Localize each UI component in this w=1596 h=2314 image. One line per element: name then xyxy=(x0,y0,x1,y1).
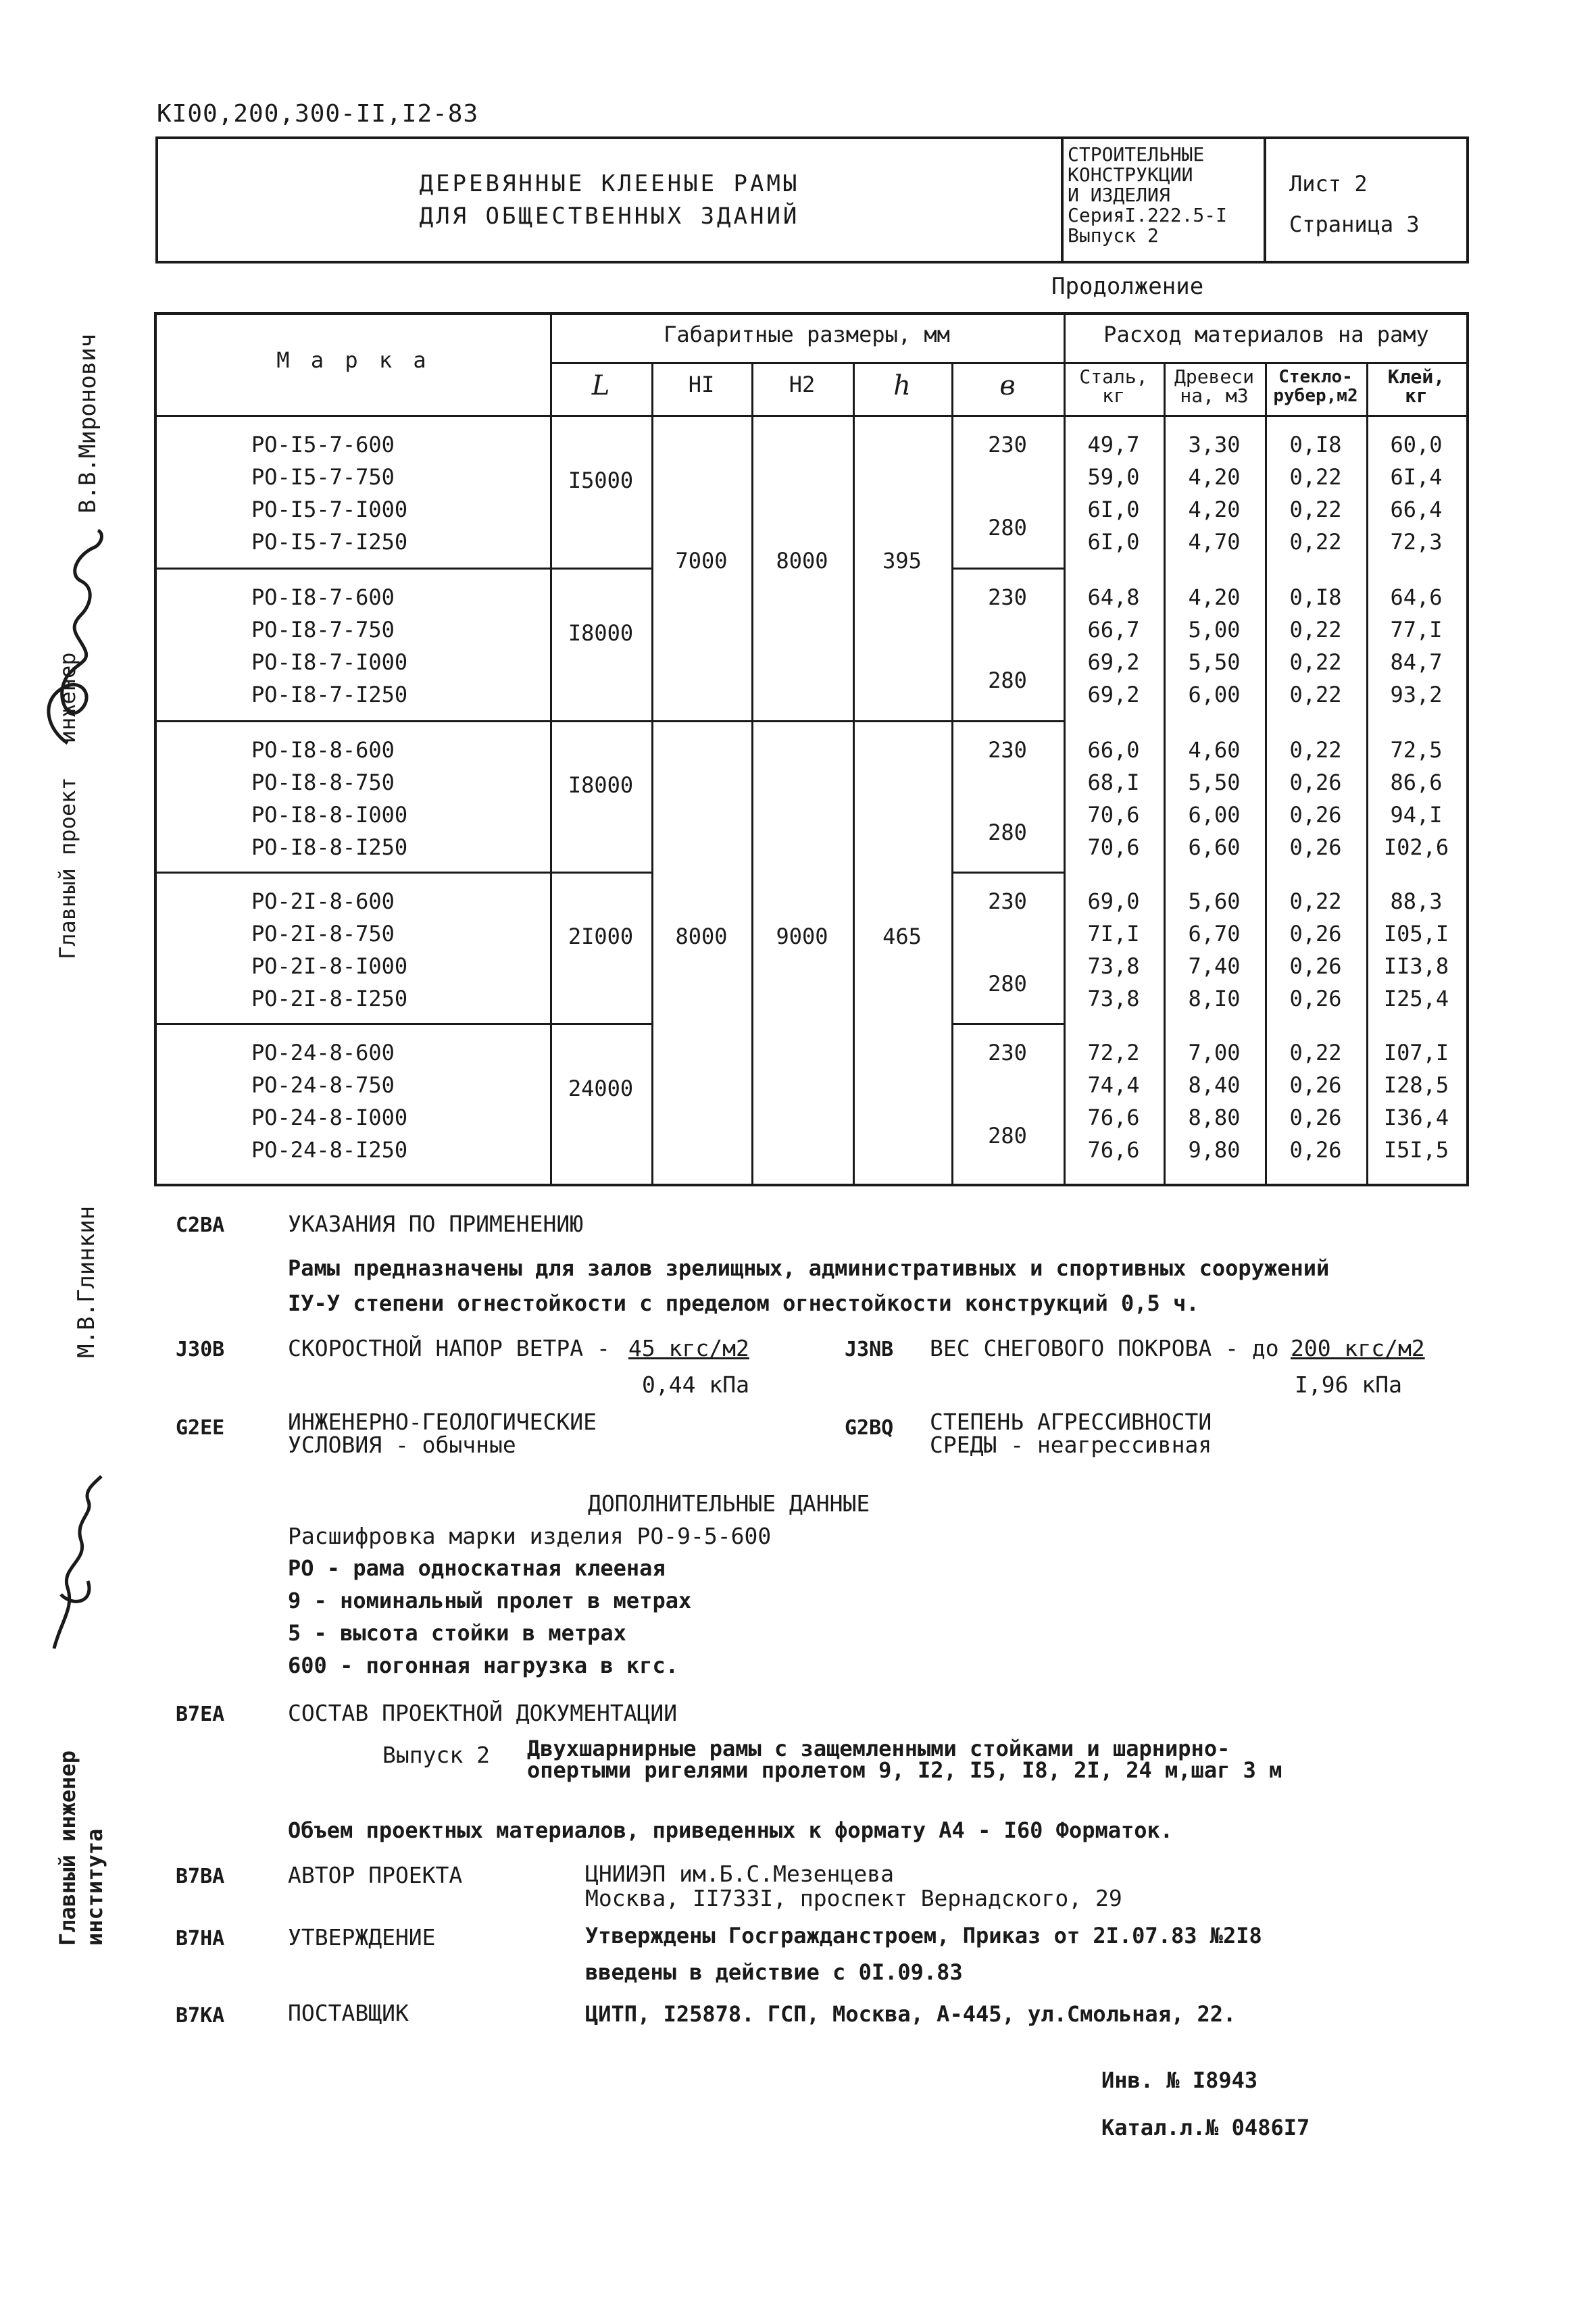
glue-kg: 86,6 xyxy=(1390,770,1443,795)
steel-kg: 73,8 xyxy=(1087,953,1140,979)
extra-data-title: ДОПОЛНИТЕЛЬНЫЕ ДАННЫЕ xyxy=(588,1490,870,1517)
author-info: ЦНИИЭП им.Б.С.Мезенцева Москва, II733I, проспект Вернадского, 29 xyxy=(585,1861,1122,1911)
frame-mark: РО-24-8-I000 xyxy=(251,1105,408,1130)
supplier-line: ЦИТП, I25878. ГСП, Москва, А-445, ул.Смольная, 22. xyxy=(585,2001,1237,2027)
frame-mark: РО-I8-7-I250 xyxy=(251,682,408,707)
wood-m3: 6,60 xyxy=(1188,834,1241,860)
group-separator-b xyxy=(951,720,1064,722)
frame-mark: РО-I8-8-600 xyxy=(251,737,395,763)
steel-kg: 6I,0 xyxy=(1087,497,1140,522)
steel-kg: 76,6 xyxy=(1087,1137,1140,1163)
series-info xyxy=(1061,139,1264,261)
continuation-label: Продолжение xyxy=(1051,273,1204,300)
frame-mark: РО-I5-7-I250 xyxy=(251,529,408,555)
wind-value: 45 кгс/м2 xyxy=(628,1335,749,1361)
frame-mark: РО-I8-8-I250 xyxy=(251,834,408,860)
glue-kg: I02,6 xyxy=(1383,834,1449,860)
frame-mark: РО-24-8-750 xyxy=(251,1072,395,1098)
materials-table xyxy=(154,312,1469,1186)
steel-kg: 72,2 xyxy=(1087,1040,1140,1065)
signature-glinkin xyxy=(34,1473,115,1655)
usage-line-1: Рамы предназначены для залов зрелищных, административных и спортивных сооружений xyxy=(288,1255,1330,1281)
h1-value-group-8: 8000 xyxy=(675,924,728,949)
code-b7ba: В7ВА xyxy=(176,1865,225,1888)
frame-mark: РО-I5-7-600 xyxy=(251,432,395,457)
dim-header-L: L xyxy=(591,370,610,401)
person-glinkin: М.В.Глинкин xyxy=(73,1205,100,1358)
code-j3nb: J3NB xyxy=(845,1338,894,1361)
h2-value-group-8: 9000 xyxy=(776,924,828,949)
wind-label: СКОРОСТНОЙ НАПОР ВЕТРА - xyxy=(288,1335,610,1361)
group-separator xyxy=(157,872,651,874)
header-subcol-line xyxy=(651,362,653,415)
wood-m3: 5,60 xyxy=(1188,888,1241,914)
width-b: 230 xyxy=(988,432,1027,457)
wood-m3: 6,00 xyxy=(1188,682,1241,707)
ruberoid-m2: 0,26 xyxy=(1289,986,1342,1011)
wood-m3: 7,40 xyxy=(1188,953,1241,979)
steel-kg: 69,0 xyxy=(1087,888,1140,914)
glue-kg: 6I,4 xyxy=(1390,464,1443,490)
glue-kg: 94,I xyxy=(1390,802,1443,828)
span-L-value: 2I000 xyxy=(568,924,634,949)
wood-m3: 4,20 xyxy=(1188,464,1241,490)
ruberoid-m2: 0,26 xyxy=(1289,802,1342,828)
group-separator-h xyxy=(651,720,951,722)
code-j30b: J30B xyxy=(176,1338,225,1361)
group-separator-b xyxy=(951,1023,1064,1025)
frame-mark: РО-I8-8-750 xyxy=(251,770,395,795)
steel-kg: 74,4 xyxy=(1087,1072,1140,1098)
sheet-number: Лист 2 xyxy=(1289,171,1368,197)
role-chief-engineer: Главный инженер института xyxy=(55,1751,107,1946)
steel-kg: 66,7 xyxy=(1087,617,1140,643)
title-line-1: ДЕРЕВЯННЫЕ КЛЕЕНЫЕ РАМЫ xyxy=(419,170,800,197)
h2-value-group-7: 8000 xyxy=(776,548,828,574)
wood-m3: 8,40 xyxy=(1188,1072,1241,1098)
wood-m3: 7,00 xyxy=(1188,1040,1241,1065)
ruberoid-m2: 0,22 xyxy=(1289,1040,1342,1065)
wood-m3: 6,70 xyxy=(1188,921,1241,947)
glue-kg: I36,4 xyxy=(1383,1105,1449,1130)
ruberoid-m2: 0,22 xyxy=(1289,888,1342,914)
frame-mark: РО-2I-8-750 xyxy=(251,921,395,947)
glue-kg: 66,4 xyxy=(1390,497,1443,522)
code-b7ha: В7НА xyxy=(176,1927,225,1951)
col-line-L xyxy=(550,315,552,1184)
frame-mark: РО-I8-7-600 xyxy=(251,584,395,610)
glue-kg: 84,7 xyxy=(1390,649,1443,675)
glue-kg: 60,0 xyxy=(1390,432,1443,457)
document-title xyxy=(158,139,1061,261)
ruberoid-m2: 0,22 xyxy=(1289,649,1342,675)
frame-mark: РО-I5-7-I000 xyxy=(251,497,408,522)
header-subcol-line xyxy=(1366,362,1368,415)
frame-mark: РО-2I-8-I000 xyxy=(251,953,408,979)
approval-line-2: введены в действие с 0I.09.83 xyxy=(585,1959,963,1985)
ruberoid-m2: 0,I8 xyxy=(1289,432,1342,457)
usage-line-2: IУ-У степени огнестойкости с пределом огнестойкости конструкций 0,5 ч. xyxy=(288,1290,1199,1316)
author-label: АВТОР ПРОЕКТА xyxy=(288,1862,463,1888)
width-b: 230 xyxy=(988,737,1027,763)
code-b7ka: В7КА xyxy=(176,2004,225,2028)
h1-value-group-7: 7000 xyxy=(675,548,728,574)
col-header-marka: М а р к а xyxy=(276,347,430,373)
steel-kg: 68,I xyxy=(1087,770,1140,795)
steel-kg: 64,8 xyxy=(1087,584,1140,610)
dim-header-H1: HI xyxy=(688,372,715,397)
glue-kg: 64,6 xyxy=(1390,584,1443,610)
glue-kg: 88,3 xyxy=(1390,888,1443,914)
page-number: Страница 3 xyxy=(1289,211,1420,237)
wood-m3: 8,I0 xyxy=(1188,986,1241,1011)
supplier-label: ПОСТАВЩИК xyxy=(288,2000,409,2026)
steel-kg: 70,6 xyxy=(1087,834,1140,860)
frame-mark: РО-24-8-600 xyxy=(251,1040,395,1065)
header-subcol-line xyxy=(1265,362,1267,415)
ruberoid-m2: 0,26 xyxy=(1289,770,1342,795)
dim-header-h: h xyxy=(893,370,911,401)
width-b: 280 xyxy=(988,971,1027,997)
snow-label: ВЕС СНЕГОВОГО ПОКРОВА - до xyxy=(930,1335,1279,1361)
wood-m3: 5,50 xyxy=(1188,649,1241,675)
title-line-2: ДЛЯ ОБЩЕСТВЕННЫХ ЗДАНИЙ xyxy=(419,203,800,230)
ruberoid-m2: 0,22 xyxy=(1289,617,1342,643)
glue-kg: 72,5 xyxy=(1390,737,1443,763)
wood-m3: 4,60 xyxy=(1188,737,1241,763)
ruberoid-m2: 0,26 xyxy=(1289,1137,1342,1163)
glue-kg: I28,5 xyxy=(1383,1072,1449,1098)
span-L-value: I5000 xyxy=(568,468,634,493)
span-L-value: I8000 xyxy=(568,772,634,798)
header-subcol-line xyxy=(951,362,953,415)
steel-kg: 70,6 xyxy=(1087,802,1140,828)
wood-m3: 6,00 xyxy=(1188,802,1241,828)
ruberoid-m2: 0,26 xyxy=(1289,1105,1342,1130)
frame-mark: РО-I8-7-I000 xyxy=(251,649,408,675)
steel-kg: 76,6 xyxy=(1087,1105,1140,1130)
glue-kg: II3,8 xyxy=(1383,953,1449,979)
person-mironovich: В.В.Миронович xyxy=(74,333,101,513)
frame-mark: РО-24-8-I250 xyxy=(251,1137,408,1163)
steel-kg: 69,2 xyxy=(1087,649,1140,675)
mat-header-wood: Древеси на, м3 xyxy=(1174,366,1254,407)
ruberoid-m2: 0,22 xyxy=(1289,737,1342,763)
ruberoid-m2: 0,I8 xyxy=(1289,584,1342,610)
issue-description: Двухшарнирные рамы с защемленными стойками и шарнирно- опертыми ригелями пролетом 9, I2, I5, I8, 2I, 24 м,шаг 3 м xyxy=(527,1736,1282,1783)
series-line: СерияI.222.5-I xyxy=(1068,204,1228,226)
code-g2ee: G2EE xyxy=(176,1416,225,1440)
h-value-group-7: 395 xyxy=(882,548,922,574)
extra-line-1: Расшифровка марки изделия РО-9-5-600 xyxy=(288,1523,772,1549)
width-b: 280 xyxy=(988,668,1027,693)
series-line: КОНСТРУКЦИИ xyxy=(1068,164,1193,186)
glue-kg: I07,I xyxy=(1383,1040,1449,1065)
wood-m3: 9,80 xyxy=(1188,1137,1241,1163)
series-line: И ИЗДЕЛИЯ xyxy=(1068,184,1170,206)
frame-mark: РО-I5-7-750 xyxy=(251,464,395,490)
frame-mark: РО-I8-8-I000 xyxy=(251,802,408,828)
series-line: СТРОИТЕЛЬНЫЕ xyxy=(1068,143,1205,166)
code-g2bq: G2BQ xyxy=(845,1416,894,1440)
header-subcol-line xyxy=(751,362,753,415)
width-b: 230 xyxy=(988,584,1027,610)
dim-header-b: в xyxy=(999,370,1016,401)
mat-header-glue: Клей, кг xyxy=(1387,366,1445,407)
steel-kg: 6I,0 xyxy=(1087,529,1140,555)
wood-m3: 4,70 xyxy=(1188,529,1241,555)
mat-header-steel: Сталь, кг xyxy=(1079,366,1148,407)
mat-header-ruberoid: Стекло- рубер,м2 xyxy=(1273,367,1358,406)
glue-kg: I05,I xyxy=(1383,921,1449,947)
ruberoid-m2: 0,22 xyxy=(1289,497,1342,522)
wood-m3: 4,20 xyxy=(1188,497,1241,522)
approval-label: УТВЕРЖДЕНИЕ xyxy=(288,1924,436,1951)
glue-kg: 77,I xyxy=(1390,617,1443,643)
width-b: 280 xyxy=(988,1123,1027,1149)
ruberoid-m2: 0,26 xyxy=(1289,1072,1342,1098)
width-b: 280 xyxy=(988,820,1027,845)
group-separator xyxy=(157,1023,651,1025)
volume-line: Объем проектных материалов, приведенных к формату А4 - I60 Форматок. xyxy=(288,1817,1174,1843)
wood-m3: 8,80 xyxy=(1188,1105,1241,1130)
header-subcol-line xyxy=(853,362,855,415)
ruberoid-m2: 0,22 xyxy=(1289,464,1342,490)
glue-kg: 93,2 xyxy=(1390,682,1443,707)
dim-header-H2: H2 xyxy=(789,372,816,397)
steel-kg: 73,8 xyxy=(1087,986,1140,1011)
glue-kg: I25,4 xyxy=(1383,986,1449,1011)
usage-title: УКАЗАНИЯ ПО ПРИМЕНЕНИЮ xyxy=(288,1211,584,1237)
snow-kpa: I,96 кПа xyxy=(1295,1372,1402,1398)
frame-mark: РО-I8-7-750 xyxy=(251,617,395,643)
group-separator xyxy=(157,720,651,722)
col-line-h xyxy=(853,415,855,1184)
frame-mark: РО-2I-8-600 xyxy=(251,888,395,914)
steel-kg: 59,0 xyxy=(1087,464,1140,490)
header-subcol-line xyxy=(1164,362,1166,415)
wood-m3: 5,00 xyxy=(1188,617,1241,643)
ruberoid-m2: 0,22 xyxy=(1289,529,1342,555)
wood-m3: 4,20 xyxy=(1188,584,1241,610)
group-separator-b xyxy=(951,568,1064,570)
document-code: КI00,200,300-II,I2-83 xyxy=(157,100,479,128)
wind-kpa: 0,44 кПа xyxy=(642,1372,749,1398)
wood-m3: 5,50 xyxy=(1188,770,1241,795)
width-b: 230 xyxy=(988,1040,1027,1065)
wood-m3: 3,30 xyxy=(1188,432,1241,457)
glue-kg: I5I,5 xyxy=(1383,1137,1449,1163)
ruberoid-m2: 0,22 xyxy=(1289,682,1342,707)
title-block xyxy=(155,136,1469,263)
catalog-number: Катал.л.№ 0486I7 xyxy=(1101,2115,1310,2140)
width-b: 230 xyxy=(988,888,1027,914)
col-line-H2 xyxy=(751,415,753,1184)
header-divider xyxy=(550,362,1466,364)
code-b7ea: В7ЕА xyxy=(176,1703,225,1726)
h-value-group-8: 465 xyxy=(882,924,922,949)
extra-line-4: 5 - высота стойки в метрах xyxy=(288,1620,626,1646)
extra-line-5: 600 - погонная нагрузка в кгс. xyxy=(288,1653,678,1678)
steel-kg: 7I,I xyxy=(1087,921,1140,947)
geology-conditions: ИНЖЕНЕРНО-ГЕОЛОГИЧЕСКИЕ УСЛОВИЯ - обычные xyxy=(288,1409,597,1458)
code-c2ba: С2ВА xyxy=(176,1213,225,1237)
glue-kg: 72,3 xyxy=(1390,529,1443,555)
issue-label: Выпуск 2 xyxy=(382,1742,490,1768)
steel-kg: 49,7 xyxy=(1087,432,1140,457)
snow-value: 200 кгс/м2 xyxy=(1291,1335,1425,1361)
span-L-value: 24000 xyxy=(568,1076,634,1101)
signature-mironovich xyxy=(27,527,122,750)
role-chief-project: Главный проектинженер xyxy=(55,652,80,959)
inventory-number: Инв. № I8943 xyxy=(1101,2067,1258,2093)
extra-line-3: 9 - номинальный пролет в метрах xyxy=(288,1588,692,1613)
width-b: 280 xyxy=(988,515,1027,540)
approval-line-1: Утверждены Госгражданстроем, Приказ от 2I.07.83 №2I8 xyxy=(585,1923,1262,1948)
group-separator xyxy=(157,568,651,570)
series-line: Выпуск 2 xyxy=(1068,224,1159,247)
frame-mark: РО-2I-8-I250 xyxy=(251,986,408,1011)
header-bottom-line xyxy=(157,415,1466,417)
aggressiveness: СТЕПЕНЬ АГРЕССИВНОСТИ СРЕДЫ - неагрессивная xyxy=(930,1409,1212,1458)
group-separator-b xyxy=(951,872,1064,874)
extra-line-2: РО - рама односкатная клееная xyxy=(288,1555,666,1581)
ruberoid-m2: 0,26 xyxy=(1289,921,1342,947)
col-line-H1 xyxy=(651,415,653,1184)
ruberoid-m2: 0,26 xyxy=(1289,953,1342,979)
span-L-value: I8000 xyxy=(568,620,634,646)
ruberoid-m2: 0,26 xyxy=(1289,834,1342,860)
col-header-materials: Расход материалов на раму xyxy=(1103,322,1429,347)
steel-kg: 69,2 xyxy=(1087,682,1140,707)
sheet-info xyxy=(1264,139,1466,261)
docs-title: СОСТАВ ПРОЕКТНОЙ ДОКУМЕНТАЦИИ xyxy=(288,1700,678,1726)
steel-kg: 66,0 xyxy=(1087,737,1140,763)
col-header-dimensions: Габаритные размеры, мм xyxy=(664,322,950,347)
